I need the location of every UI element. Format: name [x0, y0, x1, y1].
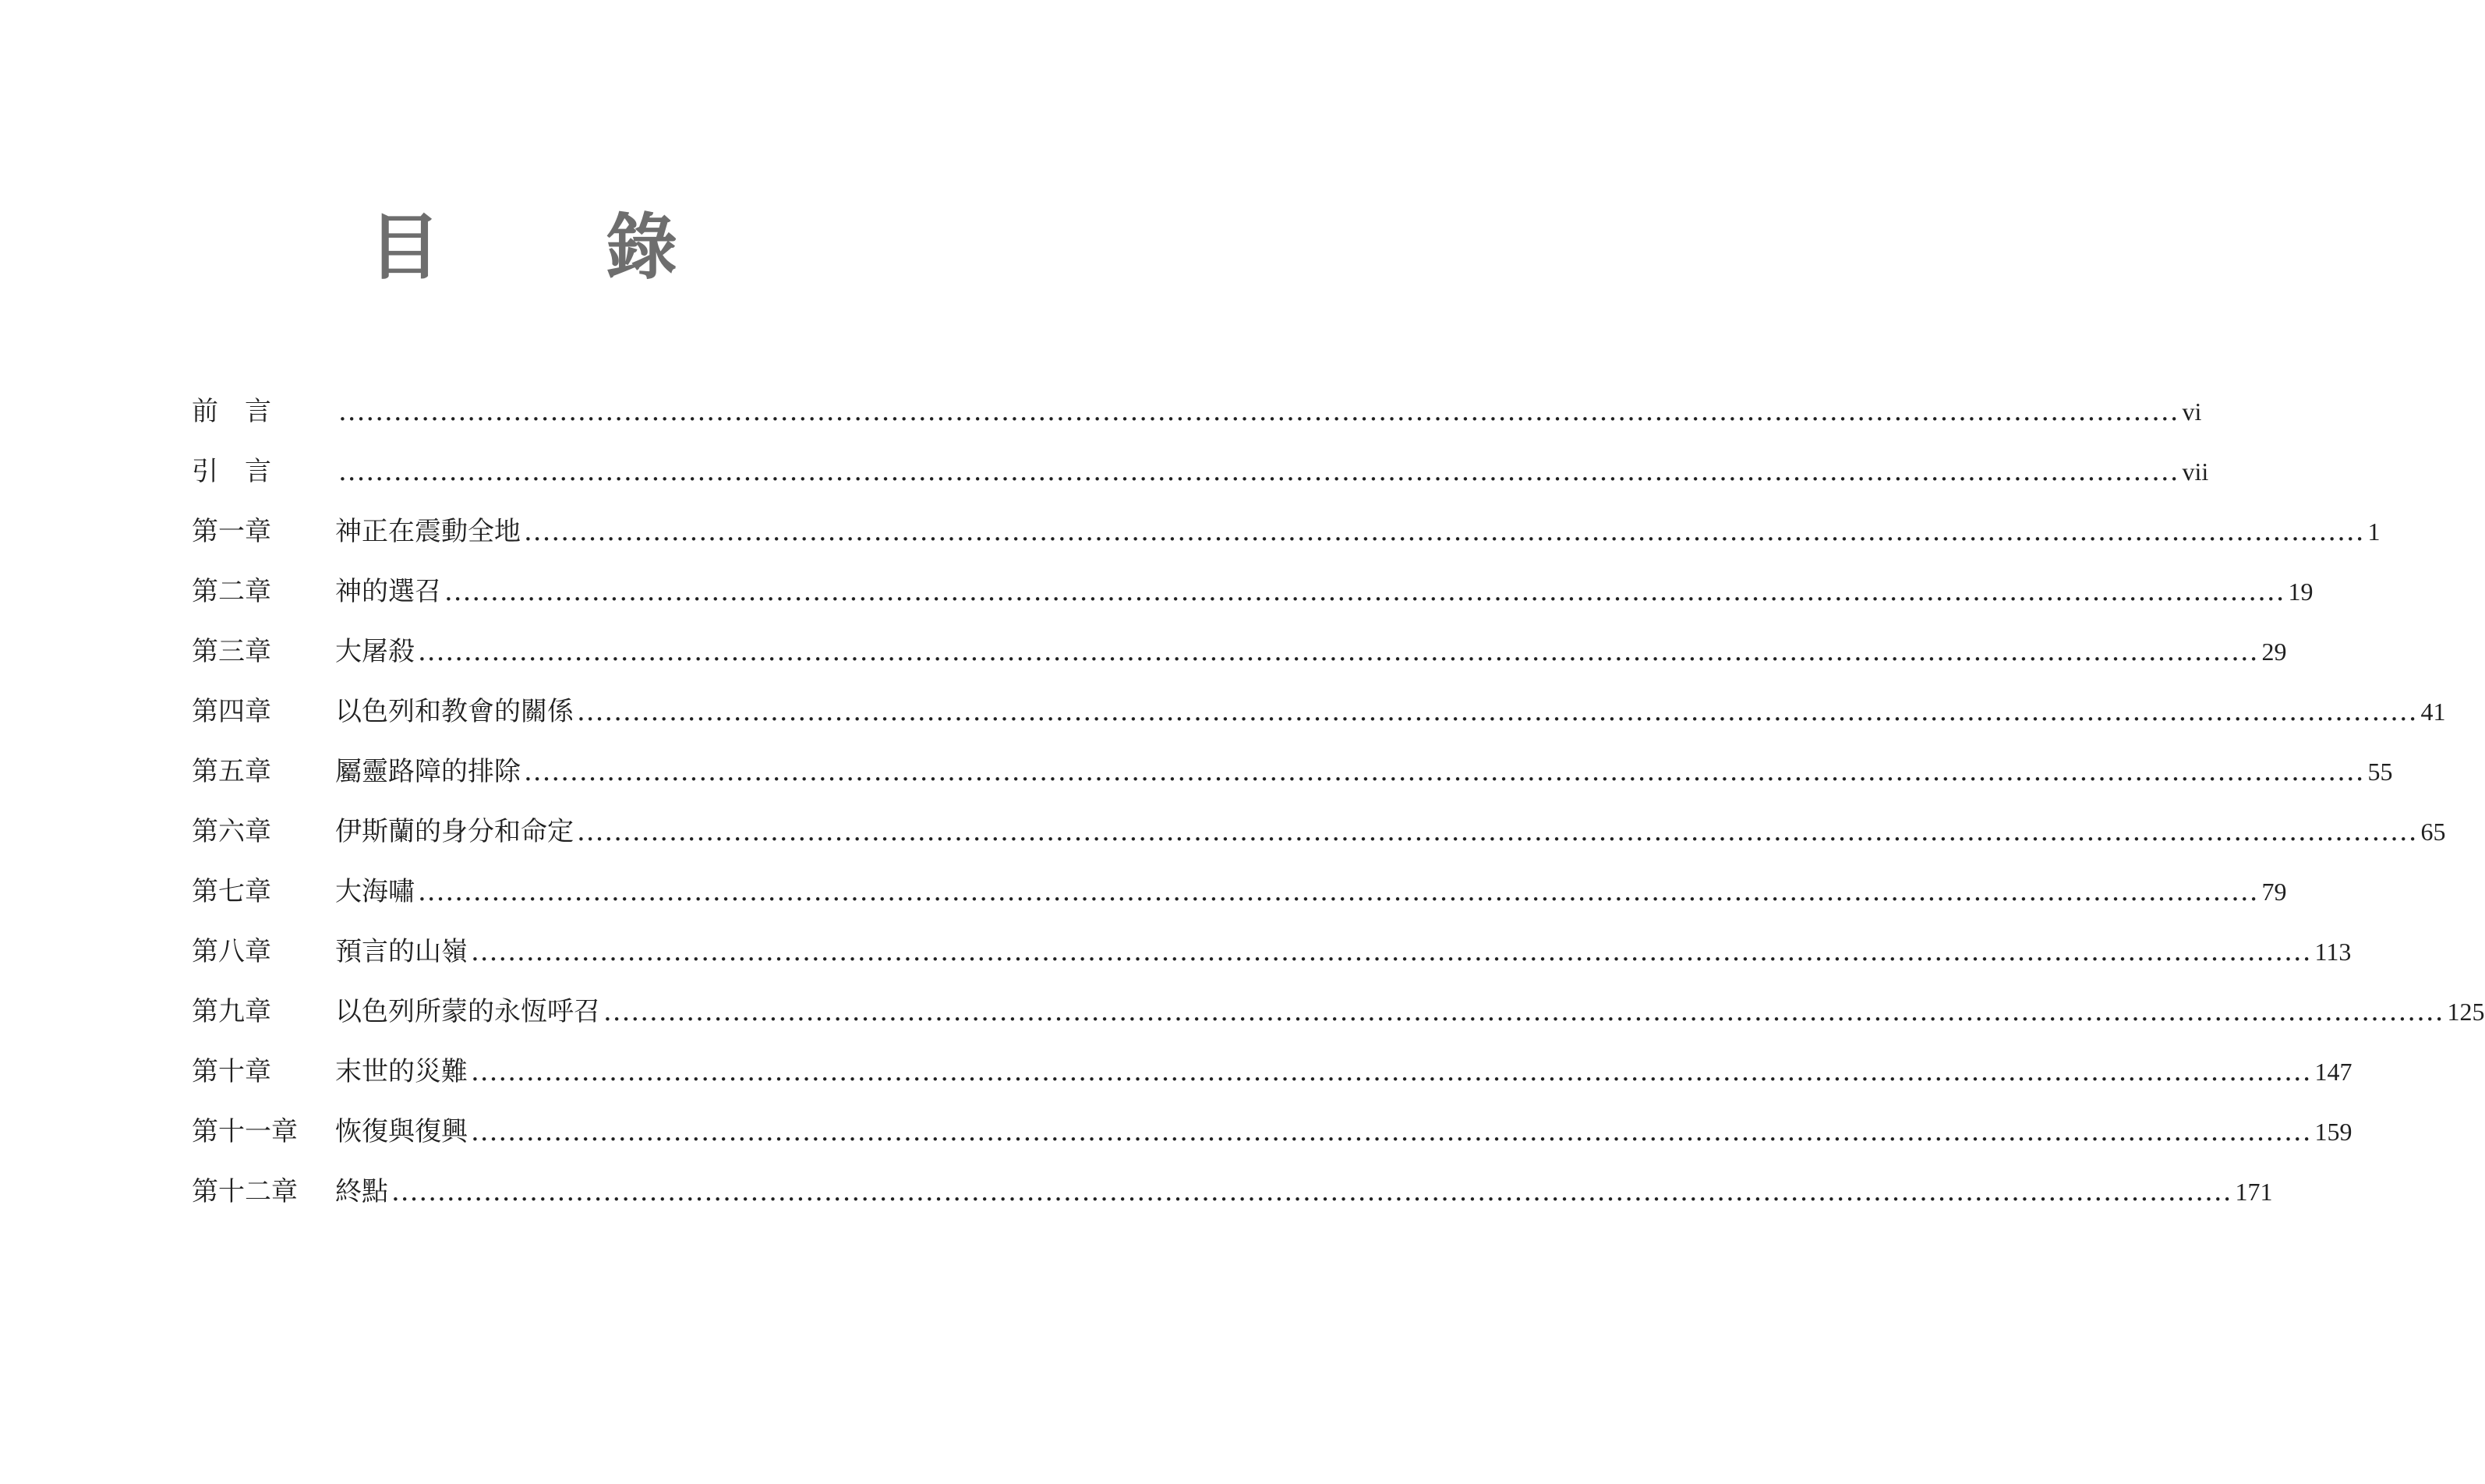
toc-entry-title: 屬靈路障的排除 [335, 756, 521, 787]
toc-entry-page: 147 [2314, 1058, 2352, 1086]
table-of-contents [192, 382, 2485, 1222]
toc-entry-chapter-9[interactable] [192, 982, 2485, 1042]
toc-entry-page: 55 [2367, 758, 2393, 786]
toc-entry-label: 引 言 [192, 456, 271, 487]
toc-entry-page: 41 [2420, 698, 2446, 726]
toc-entry-label: 第十一章 [192, 1116, 298, 1147]
toc-entry-title: 末世的災難 [335, 1056, 468, 1087]
toc-entry-label: 第九章 [192, 996, 271, 1027]
toc-entry-label: 第二章 [192, 576, 271, 607]
dot-leader: ........................................................................................................................................................................................................ [577, 816, 2418, 847]
toc-entry-title: 預言的山嶺 [335, 936, 468, 967]
toc-entry-title: 大海嘯 [335, 876, 415, 907]
toc-entry-label: 第七章 [192, 876, 271, 907]
dot-leader: ........................................................................................................................................................................................................ [577, 696, 2418, 727]
toc-entry-title: 終點 [335, 1176, 388, 1207]
dot-leader: ........................................................................................................................................................................................................ [444, 576, 2285, 607]
toc-entry-title: 伊斯蘭的身分和命定 [335, 816, 574, 847]
dot-leader: ........................................................................................................................................................................................................ [418, 876, 2259, 907]
toc-entry-title: 神正在震動全地 [335, 516, 521, 547]
toc-entry-page: vii [2182, 458, 2209, 486]
toc-entry-title: 大屠殺 [335, 636, 415, 667]
dot-leader: ........................................................................................................................................................................................................ [471, 936, 2312, 967]
toc-entry-chapter-7[interactable] [192, 862, 2287, 922]
toc-entry-preface[interactable] [192, 382, 2202, 442]
toc-entry-page: 159 [2314, 1118, 2352, 1146]
toc-entry-label: 第十章 [192, 1056, 271, 1087]
toc-entry-title: 以色列所蒙的永恆呼召 [335, 996, 600, 1027]
toc-entry-page: 79 [2261, 878, 2287, 906]
dot-leader: ........................................................................................................................................................................................................ [471, 1056, 2312, 1087]
dot-leader: ........................................................................................................................................................................................................ [524, 516, 2365, 547]
toc-entry-chapter-1[interactable] [192, 502, 2381, 562]
toc-entry-chapter-8[interactable] [192, 922, 2352, 982]
dot-leader: ........................................................................................................................................................................................................ [391, 1176, 2232, 1207]
toc-entry-title: 神的選召 [335, 576, 441, 607]
toc-entry-chapter-5[interactable] [192, 742, 2393, 802]
toc-entry-chapter-6[interactable] [192, 802, 2446, 862]
toc-entry-label: 前 言 [192, 396, 271, 427]
toc-entry-label: 第四章 [192, 696, 271, 727]
toc-entry-page: 65 [2420, 818, 2446, 846]
toc-entry-label: 第十二章 [192, 1176, 298, 1207]
page-title: 目 錄 [368, 205, 724, 289]
toc-entry-label: 第五章 [192, 756, 271, 787]
toc-entry-chapter-11[interactable] [192, 1102, 2352, 1162]
toc-entry-page: 171 [2235, 1178, 2273, 1206]
toc-entry-label: 第三章 [192, 636, 271, 667]
toc-entry-page: 1 [2367, 518, 2381, 546]
dot-leader: ........................................................................................................................................................................................................ [603, 996, 2444, 1027]
toc-entry-page: 113 [2314, 938, 2352, 966]
toc-entry-title: 恢復與復興 [335, 1116, 468, 1147]
toc-entry-label: 第六章 [192, 816, 271, 847]
toc-entry-introduction[interactable] [192, 442, 2209, 502]
dot-leader: ........................................................................................................................................................................................................ [418, 636, 2259, 667]
dot-leader: ........................................................................................................................................................................................................ [524, 756, 2365, 787]
toc-entry-chapter-2[interactable] [192, 562, 2314, 622]
toc-entry-page: 19 [2288, 578, 2314, 606]
toc-entry-label: 第一章 [192, 516, 271, 547]
toc-entry-page: vi [2182, 398, 2202, 426]
dot-leader: ........................................................................................................................................................................................................ [338, 456, 2179, 487]
toc-entry-title: 以色列和教會的關係 [335, 696, 574, 727]
dot-leader: ........................................................................................................................................................................................................ [471, 1116, 2312, 1147]
toc-entry-chapter-4[interactable] [192, 682, 2446, 742]
toc-entry-chapter-3[interactable] [192, 622, 2287, 682]
toc-entry-chapter-10[interactable] [192, 1042, 2352, 1102]
toc-entry-label: 第八章 [192, 936, 271, 967]
dot-leader: ........................................................................................................................................................................................................ [338, 396, 2179, 427]
toc-entry-page: 125 [2447, 998, 2485, 1026]
toc-entry-chapter-12[interactable] [192, 1162, 2273, 1222]
toc-entry-page: 29 [2261, 638, 2287, 666]
